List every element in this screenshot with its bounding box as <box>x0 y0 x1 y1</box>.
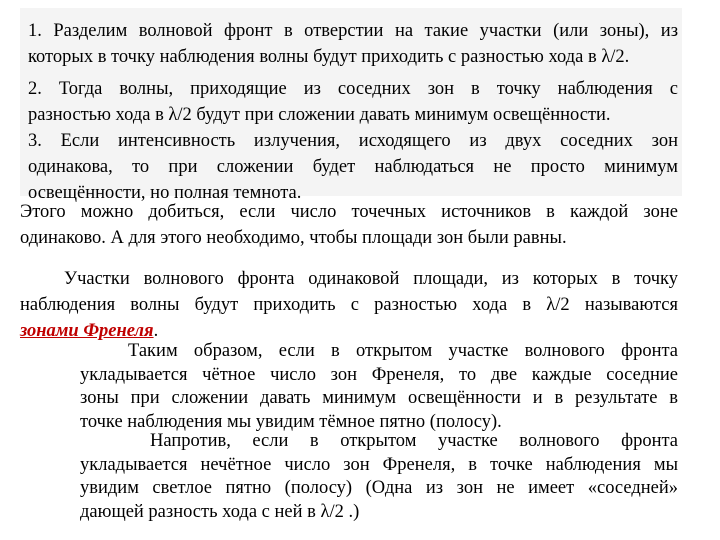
paragraph-5-line-2: наблюдения волны будут приходить с разностью хода в λ/2 называются <box>20 295 678 315</box>
paragraph-3-line-2: одинакова, то при сложении будет наблюдаться не просто минимум <box>28 157 678 177</box>
paragraph-7-line-1: Напротив, если в открытом участке волнового фронта <box>150 431 678 451</box>
paragraph-3-line-1: 3. Если интенсивность излучения, исходящего из двух соседних зон <box>28 131 678 151</box>
paragraph-6-line-1: Таким образом, если в открытом участке волнового фронта <box>128 341 678 361</box>
paragraph-5 <box>20 266 678 344</box>
fresnel-zones-term: зонами Френеля <box>20 321 154 341</box>
paragraph-7-line-2: укладывается нечётное число зон Френеля, в точке наблюдения мы <box>80 454 678 475</box>
paragraph-7-line-4: дающей разность хода с ней в λ/2 .) <box>80 501 360 522</box>
paragraph-6 <box>80 340 678 434</box>
paragraph-6-line-2: укладывается чётное число зон Френеля, то две каждые соседние <box>80 364 678 385</box>
paragraph-1-line-1: 1. Разделим волновой фронт в отверстии на такие участки (или зоны), из <box>28 21 678 41</box>
paragraph-7 <box>80 430 678 524</box>
paragraph-2 <box>28 76 678 128</box>
paragraph-2-line-1: 2. Тогда волны, приходящие из соседних зон в точку наблюдения с <box>28 79 678 99</box>
paragraph-4-line-1: Этого можно добиться, если число точечных источников в каждой зоне <box>20 202 678 222</box>
paragraph-3-line-3: освещённости, но полная темнота. <box>28 183 302 203</box>
paragraph-4 <box>20 199 678 251</box>
paragraph-5-period: . <box>153 321 159 341</box>
paragraph-7-line-3: увидим светлое пятно (полосу) (Одна из зон не имеет «соседней» <box>80 478 678 498</box>
paragraph-5-line-1: Участки волнового фронта одинаковой площади, из которых в точку <box>64 269 678 289</box>
paragraph-2-line-2: разностью хода в λ/2 будут при сложении давать минимум освещённости. <box>28 105 611 125</box>
paragraph-3 <box>28 128 678 206</box>
paragraph-6-line-4: точке наблюдения мы увидим тёмное пятно (полосу). <box>80 411 502 432</box>
paragraph-4-line-2: одинаково. А для этого необходимо, чтобы площади зон были равны. <box>20 228 567 248</box>
paragraph-1 <box>28 18 678 70</box>
paragraph-6-line-3: зоны при сложении давать минимум освещённости и в результате в <box>80 388 678 408</box>
paragraph-1-line-2: которых в точку наблюдения волны будут приходить с разностью хода в λ/2. <box>28 47 630 67</box>
